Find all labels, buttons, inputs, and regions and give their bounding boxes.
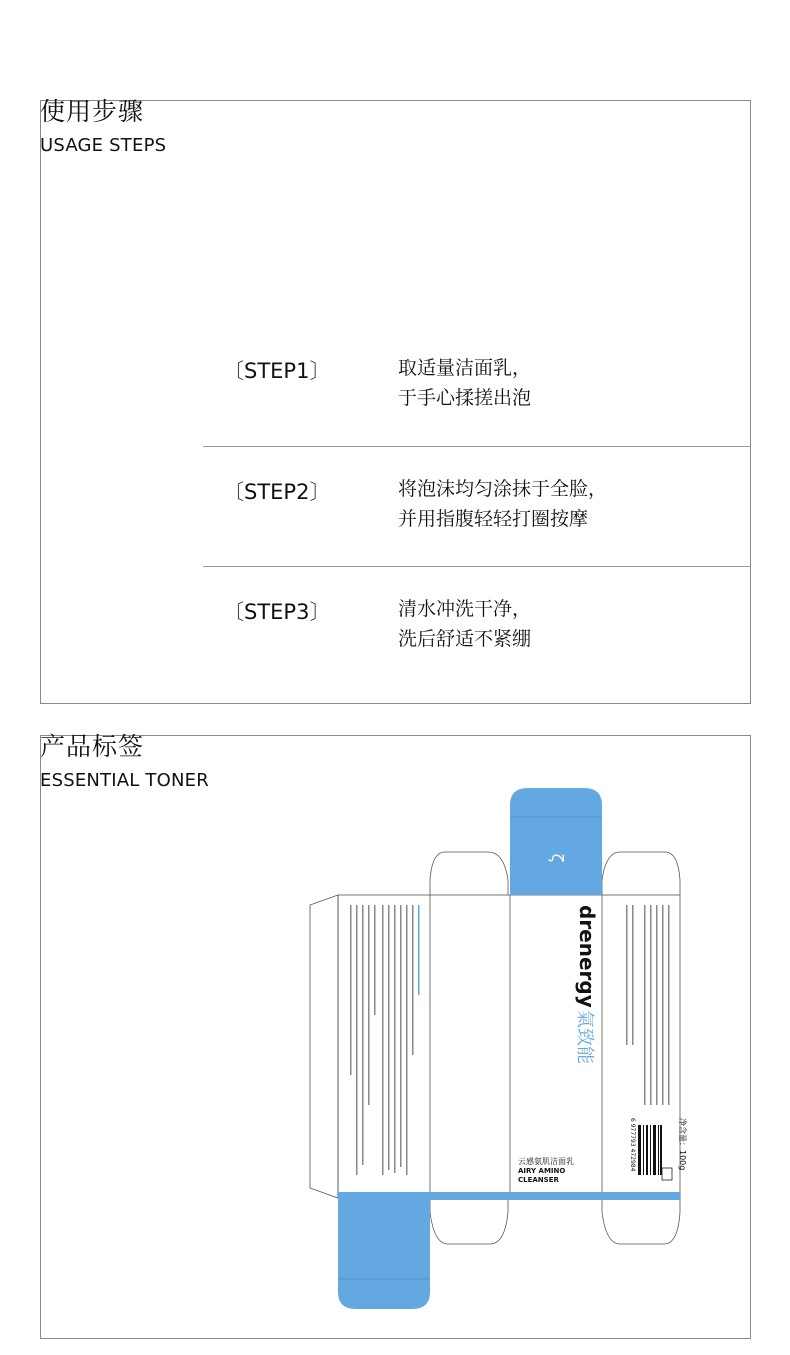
blue-band — [338, 1192, 680, 1200]
step-label: 〔STEP2〕 — [223, 480, 331, 504]
step-text: 将泡沫均匀涂抹于全脸， 并用指腹轻轻打圈按摩 — [398, 478, 608, 530]
label-title-en: ESSENTIAL TONER — [40, 770, 209, 791]
step-text: 取适量洁面乳， 于手心揉搓出泡 — [398, 357, 532, 409]
top-tuck-flap — [430, 852, 508, 895]
spec-text-block — [626, 905, 670, 1105]
top-blue-flap — [510, 788, 602, 895]
step-text: 清水冲洗干净， 洗后舒适不紧绷 — [398, 598, 532, 650]
product-name-cn: 云感氨肌洁面乳 — [518, 1157, 574, 1166]
barcode — [638, 1125, 662, 1175]
bottom-tuck-flap — [430, 1196, 508, 1244]
step-label: 〔STEP3〕 — [223, 600, 331, 624]
usage-title-en: USAGE STEPS — [40, 135, 167, 156]
usage-title-zh: 使用步骤 — [40, 97, 145, 126]
net-content: 净含量：100g — [678, 1118, 687, 1171]
bottom-blue-flap — [338, 1196, 430, 1309]
recycle-icon — [662, 1168, 672, 1180]
label-title-zh: 产品标签 — [40, 732, 145, 761]
package-brand-cn: 氣致能 — [574, 1010, 595, 1064]
barcode-number: 6 977793 472984 — [629, 1118, 636, 1172]
ingredient-text-block — [350, 905, 414, 1175]
glue-flap — [310, 895, 338, 1198]
bottom-tuck-flap — [602, 1196, 680, 1244]
flap-logo-icon: ζ — [548, 853, 567, 863]
step-label: 〔STEP1〕 — [223, 359, 331, 383]
product-name-en-1: AIRY AMINO — [518, 1167, 566, 1175]
product-name-en-2: CLEANSER — [518, 1176, 559, 1184]
top-tuck-flap — [602, 852, 680, 895]
package-brand: drenergy — [575, 905, 599, 1008]
